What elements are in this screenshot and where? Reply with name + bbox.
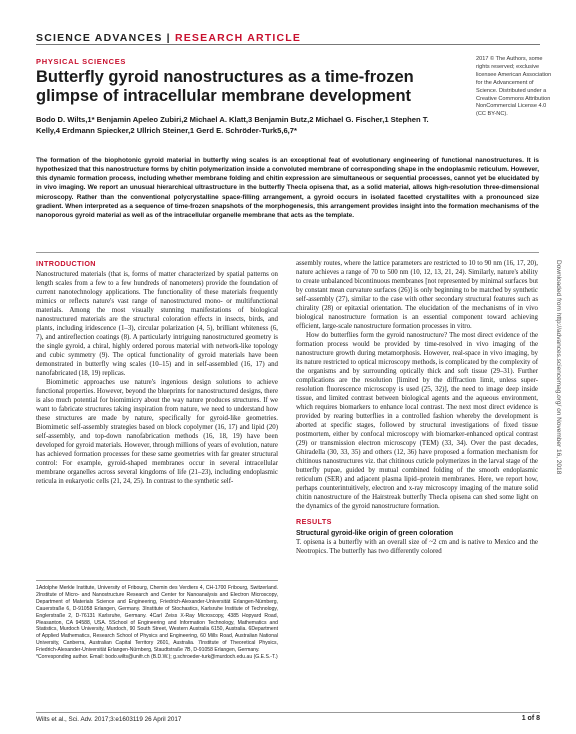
- right-paragraph-1: assembly routes, where the lattice parameters are restricted to 10 to 90 nm (16, 17, 20), nature achieves a range of 70 to 500 nm (10, 12, 13, 21, 24). Similarly, nature's ability to create unbalanced bicontinuous membranes [not represented by minimal surfaces but by constant mean curvature surfaces (26)] is only beginning to be matched by synthetic self-assembly (27), similar to the case with other secondary structural features such as chirality (28) or epitaxial orientation. The elucidation of the mechanisms of in vivo biological nanostructure formation is an essential component toward achieving efficient, large-scale nanostructure formation processes in vitro.: [296, 260, 538, 330]
- results-heading: RESULTS: [296, 517, 332, 526]
- journal-name: [36, 32, 301, 44]
- download-note: Downloaded from http://advances.sciencemag.org/ on November 16, 2018: [555, 260, 562, 475]
- left-column: [36, 259, 278, 486]
- results-paragraph-1: T. opisena is a butterfly with an overall size of ~2 cm and is native to Mexico and the Neotropics. The butterfly has two differently colored: [296, 539, 538, 555]
- intro-paragraph-2: Biomimetic approaches use nature's ingenious design solutions to achieve functional properties. However, beyond the blueprints for nanostructured designs, there is also much potential for biomimicry about the way nature produces structures. If we want to fabricate structures taking inspiration from nature, we need to understand how these structures are made by nature, specifically for gyroid-like geometries. Biomimetic self-assembly strategies based on block copolymer (16, 17) and lipid (20) self-assembly, and top-down nanofabrication methods (16, 18, 19) have been developed for gyroid materials. However, through millions of years of evolution, nature has achieved formation processes for these same geometries with far greater structural control: For example, gyroid-shaped membranes occur in several intracellular membrane organelles across several kingdoms of life (21–23), including endoplasmic reticula in eukaryotic cells (21, 24, 25). In contrast to the synthetic self-: [36, 379, 278, 485]
- page-number: 1 of 8: [521, 715, 540, 722]
- affiliations-text: 1Adolphe Merkle Institute, University of Fribourg, Chemin des Verdiers 4, CH-1700 Fribourg, Switzerland. 2Institute of Micro- and Nanostructure Research and Center for Nanoanalysis and Electron Microscopy, Department of Materials Science and Engineering, Friedrich-Alexander-Universität Erlangen-Nürnberg, Cauerstraße 6, D-91058 Erlangen, Germany. 3Institute of Stochastics, Karlsruhe Institute of Technology, Englerstraße 2, D-76131 Karlsruhe, Germany. 4Carl Zeiss X-Ray Microscopy, 4385 Hopyard Road, Pleasanton, CA 94588, USA. 5School of Engineering and Information Technology, Mathematics and Statistics, Murdoch University, Murdoch, 90 South Street, Western Australia 6150, Australia. 6Department of Applied Mathematics, Research School of Physics and Engineering, 60 Mills Road, Australian National University, Canberra, Australian Capital Territory 2601, Australia. 7Institute of Theoretical Physics, Friedrich-Alexander-Universität Erlangen-Nürnberg, Staudtstraße 7B, D-91058 Erlangen, Germany.: [36, 585, 278, 654]
- right-paragraph-2: How do butterflies form the gyroid nanostructure? The most direct evidence of the formation process would be provided by time-resolved in vivo imaging of the nanostructure growth during metamorphosis. However, real-space in vivo imaging, by its nature restricted to optical microscopy methods, is complicated by the complexity of the organisms and by surrounding optically thick and soft tissue (29–31). Further complications are the resolution [limited by the diffraction limit, unless super-resolution fluorescence microscopy is used (25, 32)], the need to image deep inside tissue, and limited contrast between biological agents and the aqueous environment, which requires biomarkers to enhance local contrast. The next most direct evidence is provided by rearing butterflies in a controlled fashion whereby the development is aborted at specific stages, followed by structural investigations of fixed tissue postmortem, either by confocal microscopy with biomarker-enhanced optical contrast (29) or transmission electron microscopy (TEM) (33, 34). Over the past decades, Ghiradella (30, 33, 35) and others (12, 36) have proposed a formation mechanism for chitinous nanostructures viz. that chitinous cuticle polymerizes in the larval stage of the butterfly pupae, guided by mutual combined folding of the smooth endoplasmic reticulum (SER) and adjacent plasma lipid–protein membranes. Here, we report how, perhaps counterintuitively, electron and x-ray microscopy imaging of the mature solid chitin nanostructure of the Hairstreak butterfly Thecla opisena can shed some light on the dynamics of the gyroid nanostructure formation.: [296, 332, 538, 510]
- article-title: Butterfly gyroid nanostructures as a time-frozen glimpse of intracellular membrane development: [36, 68, 414, 105]
- subject-category: PHYSICAL SCIENCES: [36, 57, 127, 66]
- license-note: 2017 © The Authors, some rights reserved; exclusive licensee American Association for the Advancement of Science. Distributed under a Creative Commons Attribution NonCommercial License 4.0 (CC BY-NC).: [476, 56, 552, 118]
- abstract: The formation of the biophotonic gyroid material in butterfly wing scales is an exceptional feat of evolutionary engineering of functional nanostructures. It is hypothesized that this nanostructure forms by chitin polymerization inside a convoluted membrane of corresponding shape in the endoplasmic reticulum. However, this dynamic formation process, including whether membrane folding and chitin expression are simultaneous or sequential processes, cannot yet be elucidated by in vivo imaging. We report an unusual hierarchical ultrastructure in the butterfly Thecla opisena that, as a solid material, allows high-resolution three-dimensional microscopy. Rather than the conventional polycrystalline space-filling arrangement, a gyroid occurs in isolated facetted crystallites with a pronounced size gradient. When interpreted as a sequence of time-frozen snapshots of the morphogenesis, this arrangement provides insight into the formation mechanisms of the nanoporous gyroid material as well as of the intracellular organelle membrane that acts as the template.: [36, 157, 539, 219]
- page-footer: [36, 712, 540, 727]
- header-rule: [36, 44, 540, 45]
- article-section: RESEARCH ARTICLE: [174, 32, 302, 44]
- corresponding-author: *Corresponding author. Email: bodo.wilts@unifr.ch (B.D.W.); g.schroeder-turk@murdoch.edu.au (G.E.S.-T.): [36, 654, 278, 661]
- footer-citation: Wilts et al., Sci. Adv. 2017;3:e1603119 26 April 2017: [36, 716, 182, 723]
- results-subheading: Structural gyroid-like origin of green coloration: [296, 530, 454, 537]
- intro-paragraph-1: Nanostructured materials (that is, forms of matter characterized by spatial patterns on length scales from a few to a few hundreds of nanometers) provide the foundation of current nanotechnology applications. The functionality of these materials frequently mimics or reflects nature's vast range of nanostructured mono- or multifunctional materials. Among the most visually stunning manifestations of biological nanostructured materials are the structural coloration effects in insects, birds, and plants, including iridescence (1–3), circular polarization (4, 5), brilliant whiteness (6, 7), and antireflection coatings (8). A particularly intriguing nanostructured geometry is the single gyroid, a chiral, highly ordered porous material with network-like topology and cubic symmetry (9). The optical functionality of gyroid materials have been demonstrated in butterfly wing scales (10–15) and in self-assembled (16, 17) and nanofabricated (18, 19) replicas.: [36, 271, 278, 377]
- author-list: Bodo D. Wilts,1* Benjamin Apeleo Zubiri,2 Michael A. Klatt,3 Benjamin Butz,2 Michael G. Fischer,1 Stephen T. Kelly,4 Erdmann Spiecker,2 Ullrich Steiner,1 Gerd E. Schröder-Turk5,6,7*: [36, 115, 429, 135]
- header-separator: |: [162, 32, 175, 44]
- introduction-heading: INTRODUCTION: [36, 259, 96, 268]
- right-column: [296, 259, 538, 556]
- journal-header: [36, 28, 540, 44]
- affiliations-footnote: [36, 580, 278, 661]
- abstract-rule: [36, 252, 539, 253]
- download-watermark: [554, 260, 564, 560]
- journal-title-text: SCIENCE ADVANCES: [36, 32, 163, 44]
